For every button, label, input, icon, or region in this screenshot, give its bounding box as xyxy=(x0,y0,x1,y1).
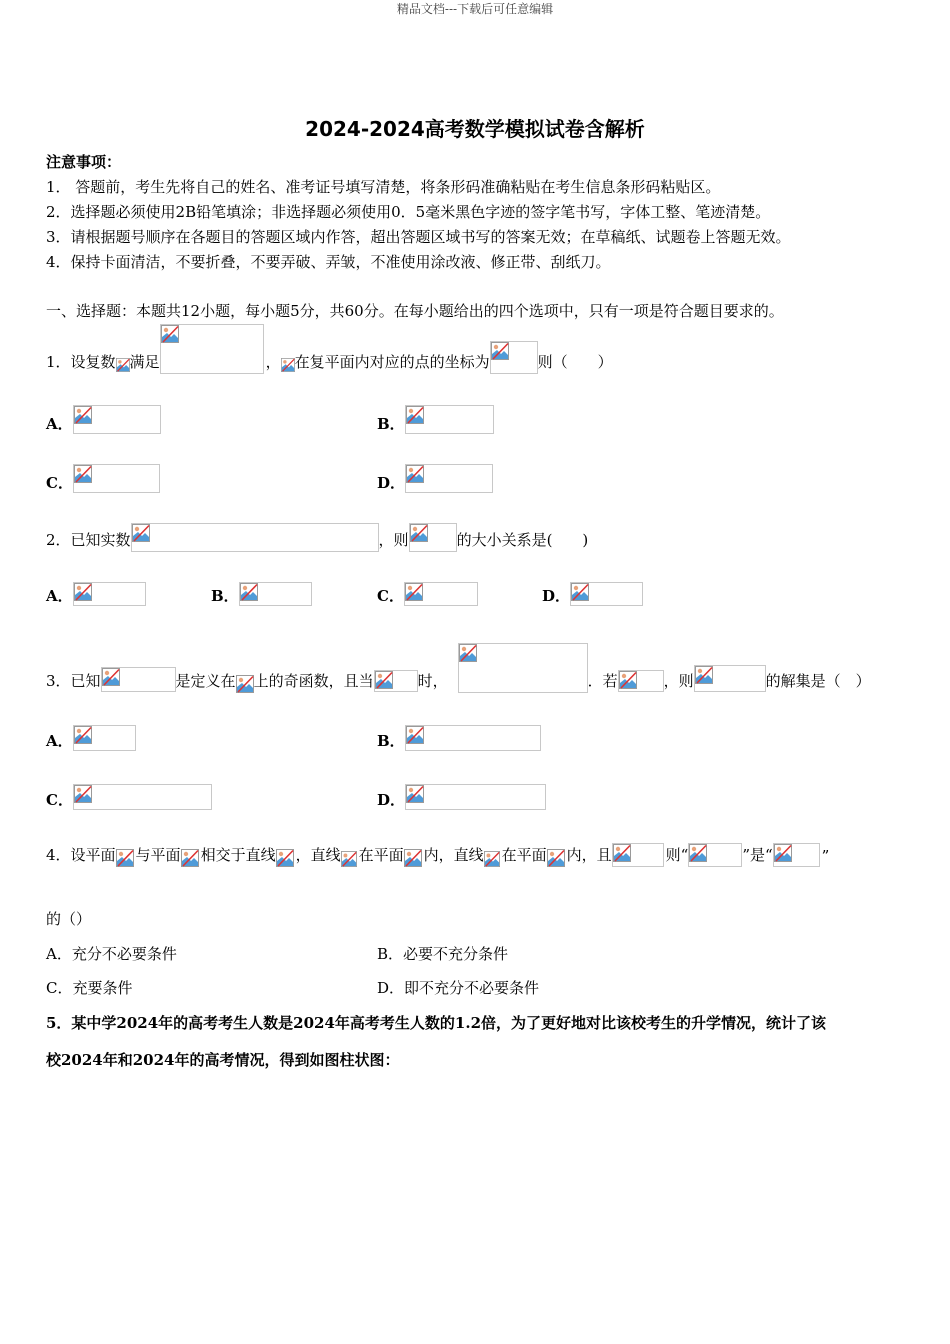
formula-image xyxy=(73,784,212,810)
q1-option-d[interactable] xyxy=(377,464,493,493)
formula-image xyxy=(181,847,201,867)
q4-text-1: 4．设平面 xyxy=(46,846,116,864)
formula-image xyxy=(618,670,664,692)
q4-text-10: ”是“ xyxy=(742,846,773,864)
option-label: D． xyxy=(542,587,571,605)
q2-text-1: 2．已知实数 xyxy=(46,531,131,549)
formula-image xyxy=(101,667,176,692)
q2-option-c[interactable] xyxy=(377,582,478,606)
q3-text-5: ．若 xyxy=(587,672,618,690)
q4-text-11: ” xyxy=(821,847,830,865)
q3-text-3: 上的奇函数，且当 xyxy=(253,672,374,690)
formula-image xyxy=(341,847,359,867)
q3-text-6: ，则 xyxy=(663,672,694,690)
section-heading: 一、选择题：本题共12小题，每小题5分，共60分。在每小题给出的四个选项中，只有一项是符合题目要求的。 xyxy=(46,302,784,320)
option-label: C． xyxy=(377,587,404,605)
q4-text-3: 相交于直线 xyxy=(200,846,276,864)
formula-image xyxy=(73,725,136,751)
q5-line-2: 校2024年和2024年的高考情况，得到如图柱状图： xyxy=(46,1051,400,1069)
q4-text-2: 与平面 xyxy=(135,846,181,864)
q2-option-d[interactable] xyxy=(542,582,643,606)
formula-image xyxy=(73,405,161,434)
q2-option-b[interactable] xyxy=(211,582,312,606)
q4-text-8: 内，且 xyxy=(566,846,612,864)
notice-item-1: 1． 答题前，考生先将自己的姓名、准考证号填写清楚，将条形码准确粘贴在考生信息条形码粘贴区。 xyxy=(46,178,721,196)
option-label: A． xyxy=(46,587,73,605)
q4-text-4: ，直线 xyxy=(295,846,341,864)
q4-text-6: 内，直线 xyxy=(423,846,484,864)
q1-text-3: ， xyxy=(265,353,281,371)
q2-text-2: ，则 xyxy=(378,531,409,549)
formula-image xyxy=(405,784,546,810)
formula-image xyxy=(281,358,295,372)
q1-text-5: 则（ ） xyxy=(537,353,613,371)
q3-option-a[interactable] xyxy=(46,725,136,751)
q3-option-b[interactable] xyxy=(377,725,541,751)
page-title: 2024-2024高考数学模拟试卷含解析 xyxy=(305,117,645,141)
q4-option-c[interactable]: C．充要条件 xyxy=(46,979,133,997)
formula-image xyxy=(405,725,541,751)
notice-item-4: 4．保持卡面清洁，不要折叠，不要弄破、弄皱，不准使用涂改液、修正带、刮纸刀。 xyxy=(46,253,611,271)
q4-option-d[interactable]: D．即不充分不必要条件 xyxy=(377,979,540,997)
formula-image xyxy=(409,523,457,552)
q4-text-9: 则“ xyxy=(665,846,689,864)
option-label: D． xyxy=(377,791,406,809)
q4-text-7: 在平面 xyxy=(501,846,547,864)
option-label: A． xyxy=(46,415,73,433)
question-2 xyxy=(46,523,588,552)
formula-image xyxy=(484,847,502,867)
notice-item-3: 3．请根据题号顺序在各题目的答题区域内作答，超出答题区域书写的答案无效；在草稿纸、试题卷上答题无效。 xyxy=(46,228,791,246)
q5-line-1: 5．某中学2024年的高考考生人数是2024年高考考生人数的1.2倍，为了更好地对比该校考生的升学情况，统计了该 xyxy=(46,1014,827,1032)
q1-text-2: 满足 xyxy=(129,353,160,371)
q3-text-7: 的解集是（ ） xyxy=(765,672,871,690)
formula-image xyxy=(73,582,146,606)
formula-image xyxy=(236,673,254,693)
formula-image xyxy=(405,464,493,493)
q3-text-2: 是定义在 xyxy=(175,672,236,690)
formula-image xyxy=(239,582,312,606)
formula-image xyxy=(773,843,820,867)
option-label: A． xyxy=(46,732,73,750)
q3-text-4: 时， xyxy=(417,672,448,690)
q1-text-4: 在复平面内对应的点的坐标为 xyxy=(294,353,490,371)
q3-option-c[interactable] xyxy=(46,784,212,810)
formula-image xyxy=(570,582,643,606)
option-label: B． xyxy=(211,587,239,605)
question-4 xyxy=(46,843,904,867)
q1-option-b[interactable] xyxy=(377,405,494,434)
q1-option-c[interactable] xyxy=(46,464,160,493)
option-label: D． xyxy=(377,474,406,492)
notice-heading: 注意事项： xyxy=(46,153,122,171)
q2-option-a[interactable] xyxy=(46,582,146,606)
formula-image xyxy=(458,643,588,693)
formula-image xyxy=(404,582,478,606)
formula-image xyxy=(131,523,379,552)
q4-text-5: 在平面 xyxy=(358,846,404,864)
formula-image xyxy=(405,405,494,434)
formula-image xyxy=(116,358,130,372)
q3-option-d[interactable] xyxy=(377,784,546,810)
q4-option-a[interactable]: A．充分不必要条件 xyxy=(46,945,177,963)
formula-image xyxy=(404,847,424,867)
q3-text-1: 3．已知 xyxy=(46,672,101,690)
formula-image xyxy=(547,847,567,867)
formula-image xyxy=(612,843,664,867)
question-3 xyxy=(46,641,871,693)
q1-text-1: 1．设复数 xyxy=(46,353,116,371)
option-label: B． xyxy=(377,415,405,433)
formula-image xyxy=(490,341,538,374)
option-label: C． xyxy=(46,791,73,809)
formula-image xyxy=(116,847,136,867)
option-label: C． xyxy=(46,474,73,492)
formula-image xyxy=(374,670,418,692)
q2-text-3: 的大小关系是( ) xyxy=(456,531,589,549)
formula-image xyxy=(276,847,296,867)
page-header: 精品文档---下载后可任意编辑 xyxy=(396,2,554,16)
formula-image xyxy=(160,324,264,374)
option-label: B． xyxy=(377,732,405,750)
notice-item-2: 2．选择题必须使用2B铅笔填涂；非选择题必须使用0．5毫米黑色字迹的签字笔书写，字体工整、笔迹清楚。 xyxy=(46,203,771,221)
q4-option-b[interactable]: B．必要不充分条件 xyxy=(377,945,509,963)
formula-image xyxy=(694,665,766,692)
question-1 xyxy=(46,322,613,374)
formula-image xyxy=(688,843,742,867)
q1-option-a[interactable] xyxy=(46,405,161,434)
q4-text-12: 的（） xyxy=(46,910,92,928)
formula-image xyxy=(73,464,160,493)
